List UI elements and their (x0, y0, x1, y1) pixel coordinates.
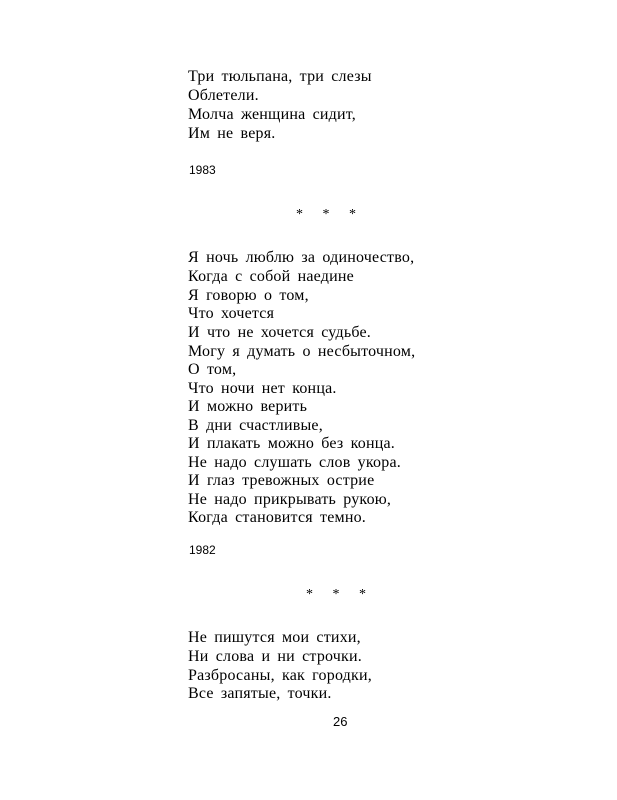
poem-line: Что хочется (188, 305, 275, 322)
poem-line: И можно верить (188, 398, 308, 415)
poem-line: Ни слова и ни строчки. (188, 648, 362, 665)
poem-line: Могу я думать о несбыточном, (188, 343, 416, 360)
poem-line: И глаз тревожных острие (188, 472, 375, 489)
section-divider: * * * (306, 587, 374, 602)
poem-year: 1982 (189, 543, 216, 557)
poem-line: И плакать можно без конца. (188, 435, 395, 452)
page-number: 26 (333, 714, 348, 729)
poem-line: Когда с собой наедине (188, 268, 354, 285)
poem-line: Им не веря. (188, 125, 276, 142)
poem-line: Разбросаны, как городки, (188, 667, 372, 684)
poem-line: Я говорю о том, (188, 287, 309, 304)
poem-year: 1983 (189, 163, 216, 177)
poem-line: Три тюльпана, три слезы (188, 68, 372, 85)
poem-line: Все запятые, точки. (188, 685, 332, 702)
poem-line: Что ночи нет конца. (188, 380, 337, 397)
section-divider: * * * (296, 207, 364, 222)
poem-line: Не пишутся мои стихи, (188, 629, 361, 646)
poem-line: И что не хочется судьбе. (188, 324, 371, 341)
poem-line: Я ночь люблю за одиночество, (188, 249, 415, 266)
poem-line: О том, (188, 361, 237, 378)
poem-line: Молча женщина сидит, (188, 106, 356, 123)
poem-line: Облетели. (188, 87, 259, 104)
poem-line: Когда становится темно. (188, 509, 366, 526)
poem-line: Не надо слушать слов укора. (188, 454, 401, 471)
poem-line: Не надо прикрывать рукою, (188, 491, 392, 508)
poem-line: В дни счастливые, (188, 417, 323, 434)
